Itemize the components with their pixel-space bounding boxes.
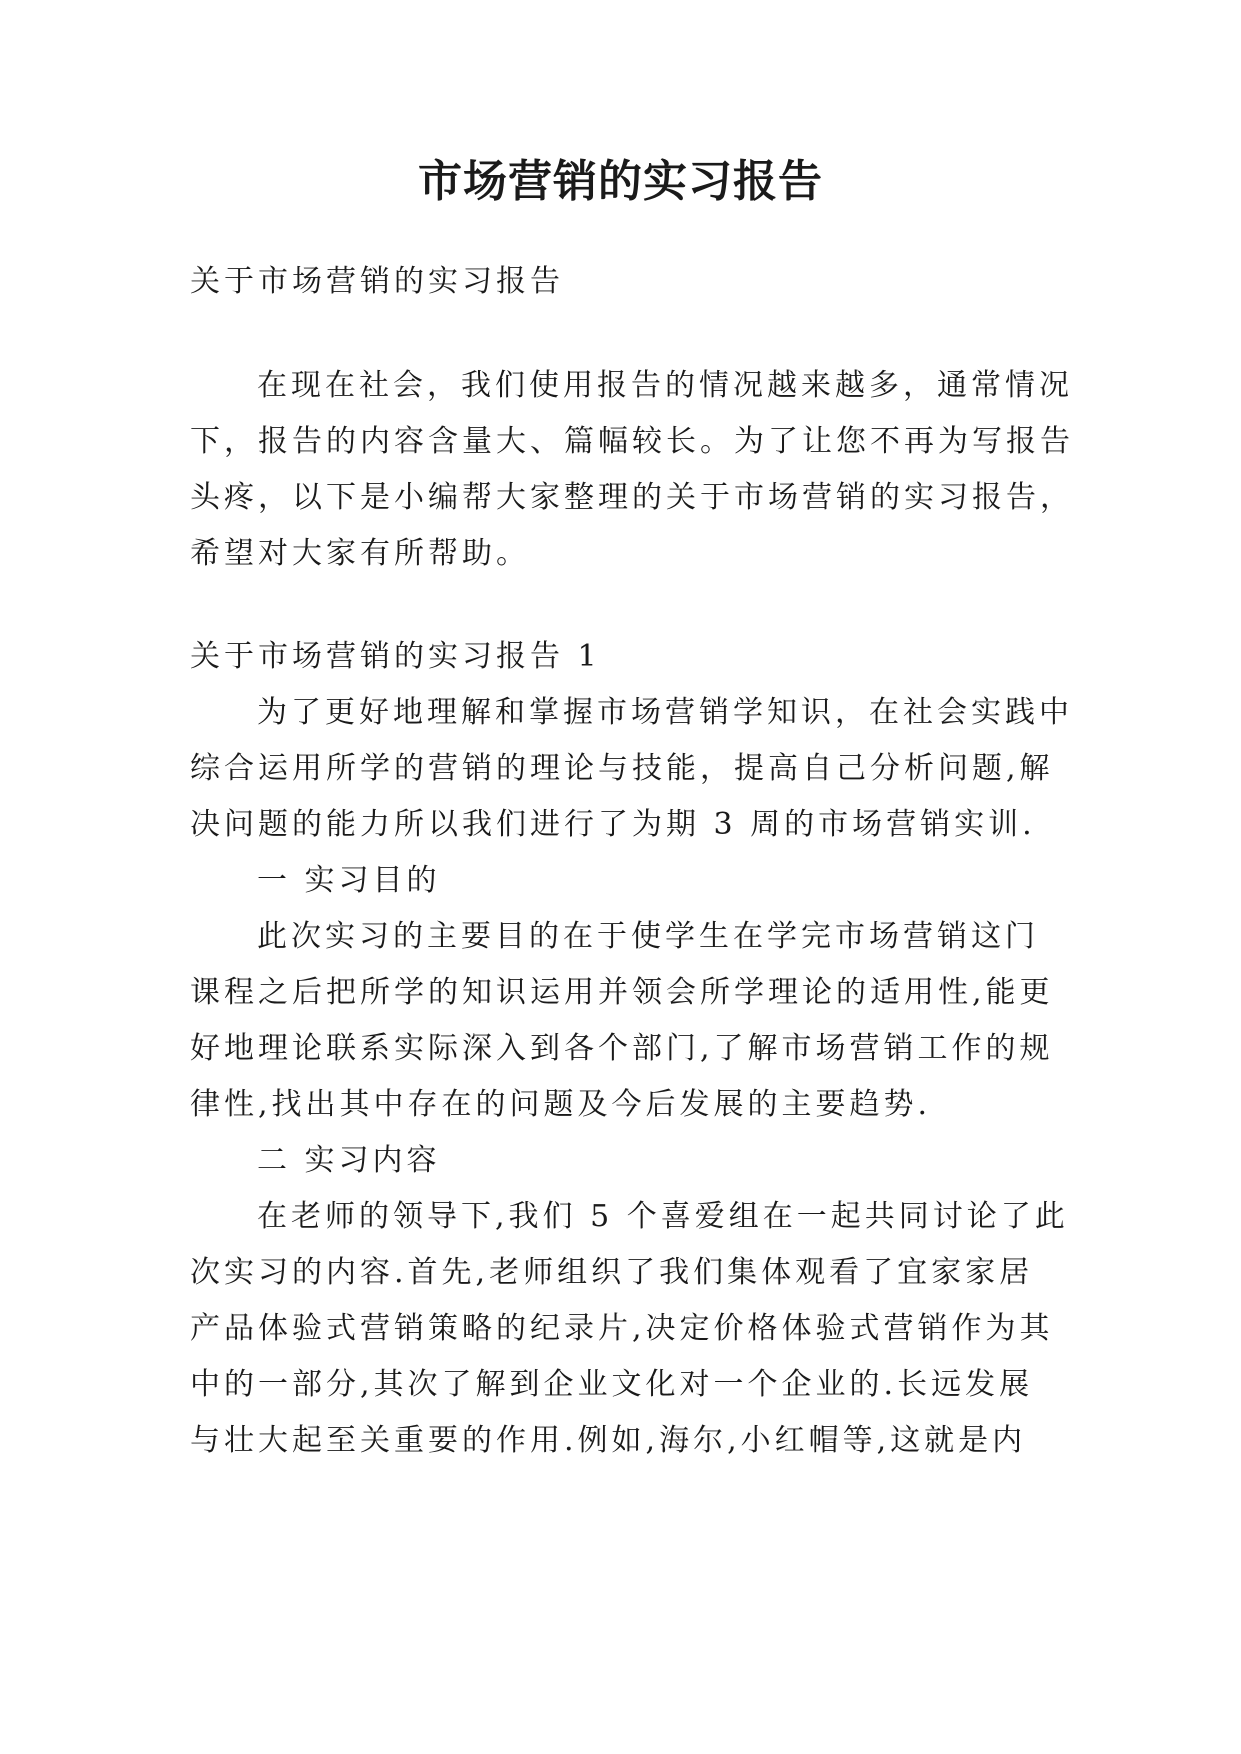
body-line-1: 为了更好地理解和掌握市场营销学知识，在社会实践中 [257,695,1073,730]
subheading-purpose: 一 实习目的 [257,863,441,898]
intro-line-1: 在现在社会，我们使用报告的情况越来越多，通常情况 [257,368,1073,403]
body-line-10: 在老师的领导下,我们 5 个喜爱组在一起共同讨论了此 [257,1199,1069,1234]
intro-line-2: 下，报告的内容含量大、篇幅较长。为了让您不再为写报告 [190,424,1074,459]
document-subtitle: 关于市场营销的实习报告 [190,264,564,299]
body-line-12: 产品体验式营销策略的纪录片,决定价格体验式营销作为其 [190,1311,1054,1346]
body-line-13: 中的一部分,其次了解到企业文化对一个企业的.长远发展 [190,1367,1034,1402]
document-title: 市场营销的实习报告 [418,156,823,207]
intro-line-3: 头疼，以下是小编帮大家整理的关于市场营销的实习报告， [190,480,1074,515]
body-line-5: 此次实习的主要目的在于使学生在学完市场营销这门 [257,919,1039,954]
body-line-8: 律性,找出其中存在的问题及今后发展的主要趋势. [190,1087,932,1122]
body-line-3: 决问题的能力所以我们进行了为期 3 周的市场营销实训. [190,807,1036,842]
intro-line-4: 希望对大家有所帮助。 [190,536,530,571]
body-line-6: 课程之后把所学的知识运用并领会所学理论的适用性,能更 [190,975,1054,1010]
section-heading: 关于市场营销的实习报告 1 [190,639,601,674]
body-line-11: 次实习的内容.首先,老师组织了我们集体观看了宜家家居 [190,1255,1034,1290]
body-line-7: 好地理论联系实际深入到各个部门,了解市场营销工作的规 [190,1031,1054,1066]
body-line-2: 综合运用所学的营销的理论与技能，提高自己分析问题,解 [190,751,1054,786]
body-line-14: 与壮大起至关重要的作用.例如,海尔,小红帽等,这就是内 [190,1423,1027,1458]
subheading-content: 二 实习内容 [257,1143,441,1178]
